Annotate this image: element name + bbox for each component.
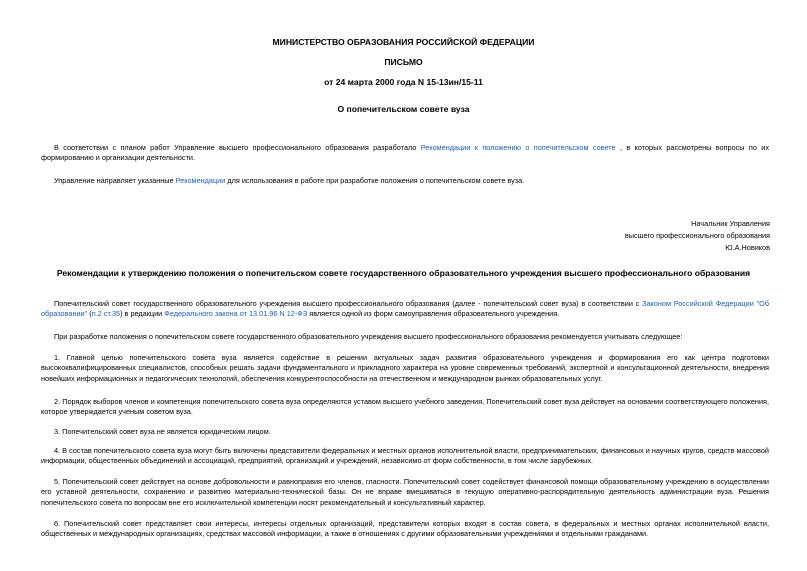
document-subject: О попечительском совете вуза [337,104,470,114]
recommendations-title: Рекомендации к утверждению положения о попечительском совете государственного образовательного учреждения высшего профессионального образования [56,268,751,278]
rec-p0-text-mid2: ) в редакции [120,309,165,319]
intro-paragraph-1 [41,143,769,164]
intro-p1-text-after: , в которых рассмотрены вопросы по их формированию и организации деятельности. [41,143,769,163]
rec-p0-text-mid1: ( [87,309,92,319]
ministry-heading: МИНИСТЕРСТВО ОБРАЗОВАНИЯ РОССИЙСКОЙ ФЕДЕРАЦИИ [272,37,535,47]
recommendation-item-2: 2. Порядок выборов членов и компетенция попечительского совета вуза определяются уставом высшего учебного заведения. Попечительский совет вуза действует на основании соответствующего положения, которое утверждается ученым советом вуза. [41,397,769,417]
federal-law-link[interactable]: Федерального закона от 13.01.96 N 12-ФЗ [164,309,308,319]
recommendation-item-3: 3. Попечительский совет вуза не является юридическим лицом. [54,427,271,436]
recommendations-intro-paragraph [41,299,769,320]
recommendations-link[interactable]: Рекомендации к положению о попечительском совете [420,143,616,152]
intro-p2-text-before: Управление направляет указанные [54,176,176,185]
document-date-number: от 24 марта 2000 года N 15-13ин/15-11 [324,77,483,87]
recommendation-item-6: 6. Попечительский совет представляет свои интересы, интересы отдельных организаций, представители которых входят в состав совета, в федеральных и местных органах исполнительной власти, общественных и международных организациях, средствах массовой информации, а также в отношениях с другими образовательными учреждениями и отдельными гражданами. [41,519,769,539]
intro-paragraph-2 [41,176,769,186]
article-35-link[interactable]: п.2 ст.35 [91,309,121,319]
signature-position: Начальник Управления [691,219,770,228]
recommendation-item-4: 4. В состав попечительского совета вуза могут быть включены представители федеральных и местных органов исполнительной власти, предпринимательских, финансовых и научных кругов, средств массовой информации, общественных объединений и ассоциаций, предприятий, организаций и учреждений, независимо от форм собственности, в том числе зарубежных. [41,446,769,466]
rec-p0-text-before: Попечительский совет государственного образовательного учреждения высшего профессионального образования (далее - попечительский совет вуза) в соответствии с [54,299,643,308]
signature-department: высшего профессионального образования [624,230,770,240]
intro-p1-text-before: В соответствии с планом работ Управление высшего профессионального образования разработало [54,143,421,152]
recommendation-item-5: 5. Попечительский совет действует на основе добровольности и равноправия его членов, гласности. Попечительский совет содействует финансовой помощи образовательному учреждению в осуществлении его уставной деятельности, сохранению и развитию материально-технической базы. Он не вправе вмешиваться в текущую оперативно-распорядительную деятельность администрации вуза. Решения попечительского совета по вопросам вне его исключительной компетенции носят рекомендательный и консультативный характер. [41,477,769,507]
recommendation-item-1: 1. Главной целью попечительского совета вуза является содействие в решении актуальных задач развития образовательного учреждения и формирования его как центра подготовки высококвалифицированных специалистов, способных решать задачи фундаментального и прикладного характера на уровне современных требований, экспертной и консультационной деятельности, внедрения новейших информационных и педагогических технологий, обеспечения конкурентоспособности на отечественном и международном рынках образовательных услуг. [41,353,769,383]
rec-p0-text-after: является одной из форм самоуправления образовательного учреждения. [307,309,560,319]
education-law-link[interactable]: Законом Российской Федерации "Об образовании" [41,299,769,319]
document-type: ПИСЬМО [384,57,423,67]
intro-p2-text-after: для использования в работе при разработке положения о попечительском совете вуза. [225,176,525,185]
signature-block [625,218,770,253]
recommendations-short-link[interactable]: Рекомендации [175,176,226,185]
signature-name: Ю.А.Новиков [725,242,770,252]
recommendations-list-intro: При разработке положения о попечительском совете государственного образовательного учреждения высшего профессионального образования рекомендуется учитывать следующее: [54,332,683,341]
